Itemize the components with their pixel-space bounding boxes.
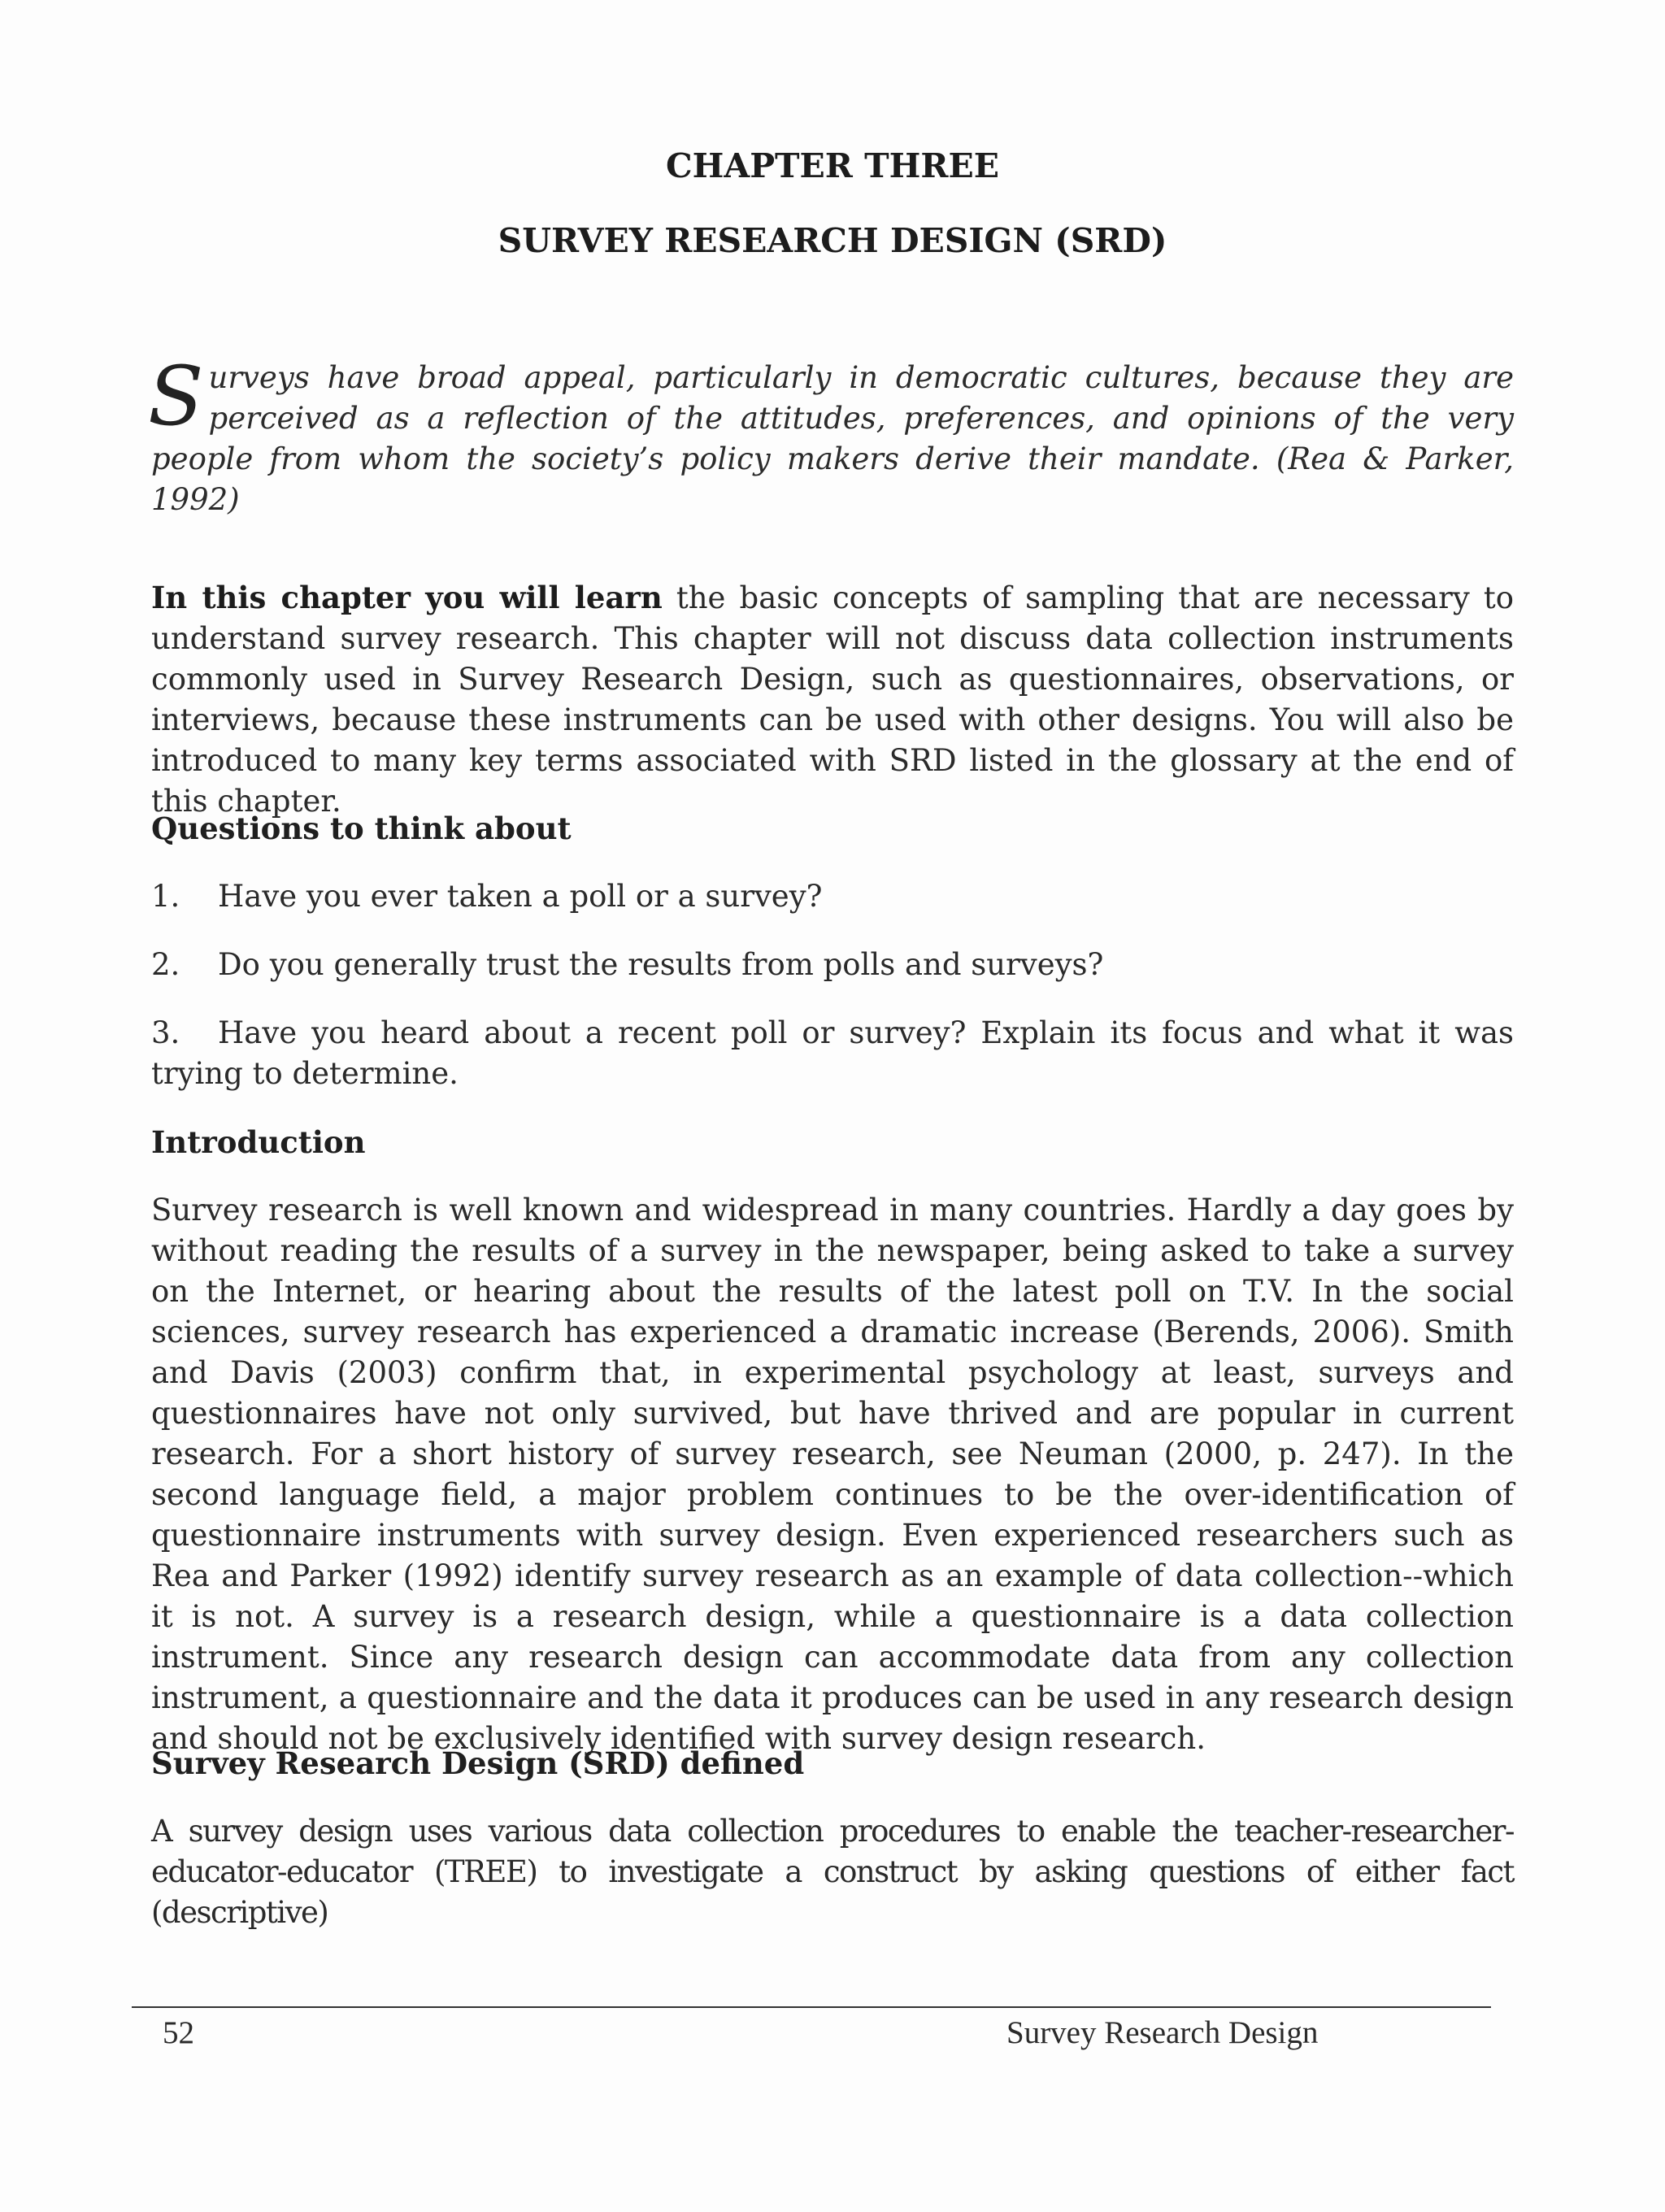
question-text: Have you heard about a recent poll or survey? Explain its focus and what it was trying to determine. — [151, 1015, 1514, 1091]
question-number: 2. — [151, 947, 180, 982]
question-number: 1. — [151, 879, 180, 914]
question-item — [151, 945, 1514, 985]
question-text: Do you generally trust the results from polls and surveys? — [218, 947, 1104, 982]
question-text: Have you ever taken a poll or a survey? — [218, 879, 823, 914]
epigraph — [148, 349, 1514, 520]
page-number: 52 — [163, 2015, 194, 2050]
srd-defined-text: A survey design uses various data collection procedures to enable the teacher-researcher-educator-educator (TREE) to investigate a construct by asking questions of either fact (descriptive) — [151, 1814, 1514, 1930]
intro-text: the basic concepts of sampling that are necessary to understand survey research. This chapter will not discuss data collection instruments commonly used in Survey Research Design, such as questionnaires, observations, or interviews, because these instruments can be used with other designs. You will also be introduced to many key terms associated with SRD listed in the glossary at the end of this chapter. — [151, 580, 1514, 819]
chapter-label: CHAPTER THREE — [666, 146, 999, 185]
chapter-title: SURVEY RESEARCH DESIGN (SRD) — [498, 221, 1167, 260]
running-title: Survey Research Design — [1006, 2015, 1319, 2050]
epigraph-text: urveys have broad appeal, particularly in democratic cultures, because they are perceived as a reflection of the attitudes, preferences, and opinions of the very people from whom the society’s policy makers derive their mandate. (Rea & Parker, 1992) — [151, 360, 1514, 517]
intro-paragraph — [151, 577, 1514, 822]
introduction-heading: Introduction — [151, 1124, 366, 1160]
footer-rule — [132, 2006, 1491, 2008]
intro-lead: In this chapter you will learn — [151, 580, 663, 615]
srd-defined-heading: Survey Research Design (SRD) defined — [151, 1745, 805, 1781]
introduction-text: Survey research is well known and widespread in many countries. Hardly a day goes by without reading the results of a survey in the newspaper, being asked to take a survey on the Internet, or hearing about the results of the latest poll on T.V. In the social sciences, survey research has experienced a dramatic increase (Berends, 2006). Smith and Davis (2003) confirm that, in experimental psychology at least, surveys and questionnaires have not only survived, but have thrived and are popular in current research. For a short history of survey research, see Neuman (2000, p. 247). In the second language field, a major problem continues to be the over-identification of questionnaire instruments with survey design. Even experienced researchers such as Rea and Parker (1992) identify survey research as an example of data collection--which it is not. A survey is a research design, while a questionnaire is a data collection instrument. Since any research design can accommodate data from any collection instrument, a questionnaire and the data it produces can be used in any research design and should not be exclusively identified with survey design research. — [151, 1193, 1514, 1756]
epigraph-dropcap: S — [148, 349, 204, 444]
question-item — [151, 1013, 1514, 1094]
question-item — [151, 876, 1514, 917]
questions-heading: Questions to think about — [151, 810, 572, 846]
question-number: 3. — [151, 1015, 180, 1050]
